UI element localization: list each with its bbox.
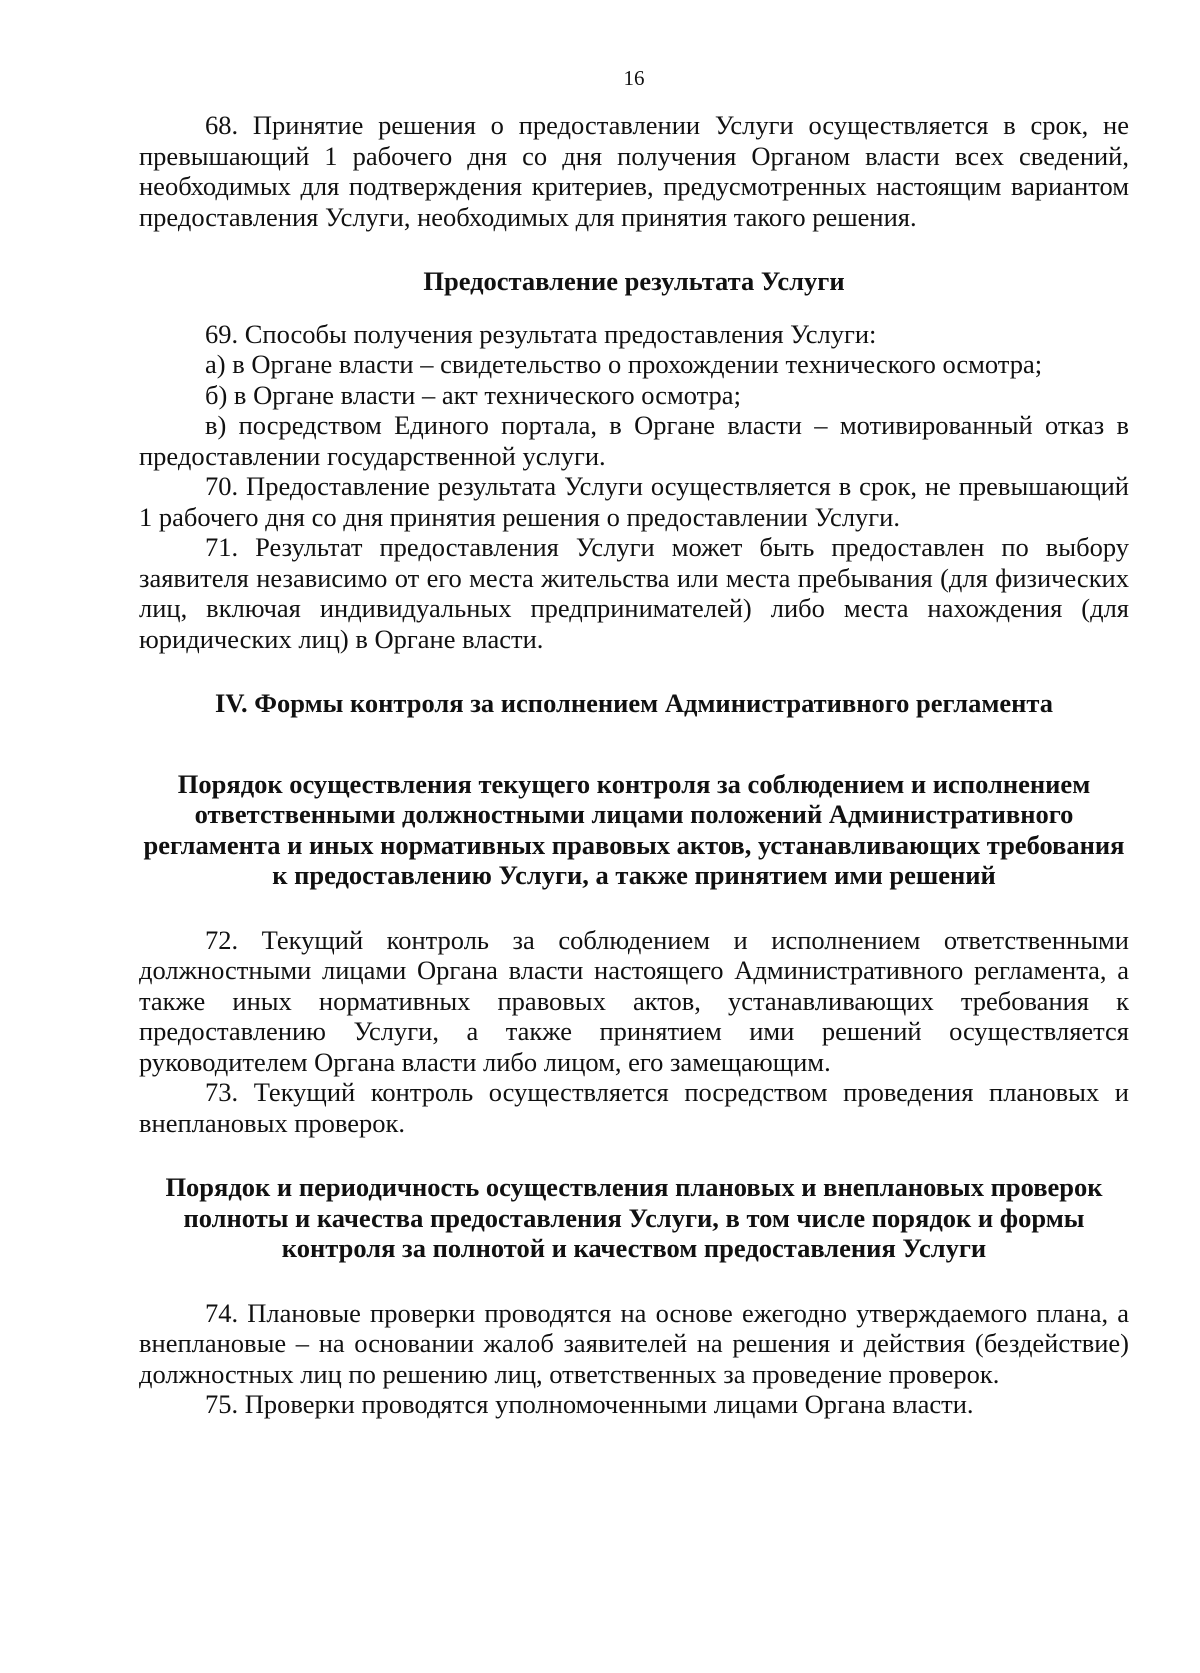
- spacer: [139, 232, 1129, 266]
- paragraph-69-c: в) посредством Единого портала, в Органе власти – мотивированный отказ в предоставлении государственной услуги.: [139, 410, 1129, 471]
- paragraph-74: 74. Плановые проверки проводятся на основе ежегодно утверждаемого плана, а внеплановые – на основании жалоб заявителей на решения и действия (бездействие) должностных лиц по решению лиц, ответственных за проведение проверок.: [139, 1297, 1129, 1389]
- paragraph-69-a: а) в Органе власти – свидетельство о прохождении технического осмотра;: [205, 349, 1043, 379]
- spacer: [139, 654, 1129, 688]
- paragraph-70: 70. Предоставление результата Услуги осуществляется в срок, не превышающий 1 рабочего дня со дня принятия решения о предоставлении Услуги.: [139, 471, 1129, 532]
- paragraph-68: 68. Принятие решения о предоставлении Услуги осуществляется в срок, не превышающий 1 рабочего дня со дня получения Органом власти всех сведений, необходимых для подтверждения критериев, предусмотренных настоящим вариантом предоставления Услуги, необходимых для принятия такого решения.: [139, 110, 1129, 232]
- spacer: [139, 1264, 1129, 1298]
- paragraph-71: 71. Результат предоставления Услуги может быть предоставлен по выбору заявителя независимо от его места жительства или места пребывания (для физических лиц, включая индивидуальных предпринимателей) либо места нахождения (для юридических лиц) в Органе власти.: [139, 532, 1129, 654]
- heading-section-4: IV. Формы контроля за исполнением Административного регламента: [215, 688, 1053, 718]
- spacer: [139, 891, 1129, 925]
- page-number: 16: [623, 66, 645, 90]
- spacer: [139, 297, 1129, 319]
- heading-result: Предоставление результата Услуги: [423, 266, 845, 296]
- spacer: [139, 719, 1129, 769]
- heading-inspections: Порядок и периодичность осуществления плановых и внеплановых проверок полноты и качества предоставления Услуги, в том числе порядок и формы контроля за полнотой и качеством предоставления Услуги: [165, 1172, 1103, 1263]
- paragraph-69: 69. Способы получения результата предоставления Услуги:: [205, 318, 877, 349]
- document-body: [139, 110, 1129, 1420]
- paragraph-72: 72. Текущий контроль за соблюдением и исполнением ответственными должностными лицами Органа власти настоящего Административного регламента, а также иных нормативных правовых актов, устанавливающих требования к предоставлению Услуги, а также принятием ими решений осуществляется руководителем Органа власти либо лицом, его замещающим.: [139, 924, 1129, 1077]
- paragraph-73: 73. Текущий контроль осуществляется посредством проведения плановых и внеплановых проверок.: [139, 1077, 1129, 1138]
- spacer: [139, 1138, 1129, 1172]
- paragraph-69-b: б) в Органе власти – акт технического осмотра;: [205, 379, 741, 410]
- heading-current-control: Порядок осуществления текущего контроля за соблюдением и исполнением ответственными должностными лицами положений Административного регламента и иных нормативных правовых актов, устанавливающих требования к предоставлению Услуги, а также принятием ими решений: [143, 768, 1125, 890]
- paragraph-75: 75. Проверки проводятся уполномоченными лицами Органа власти.: [205, 1389, 974, 1419]
